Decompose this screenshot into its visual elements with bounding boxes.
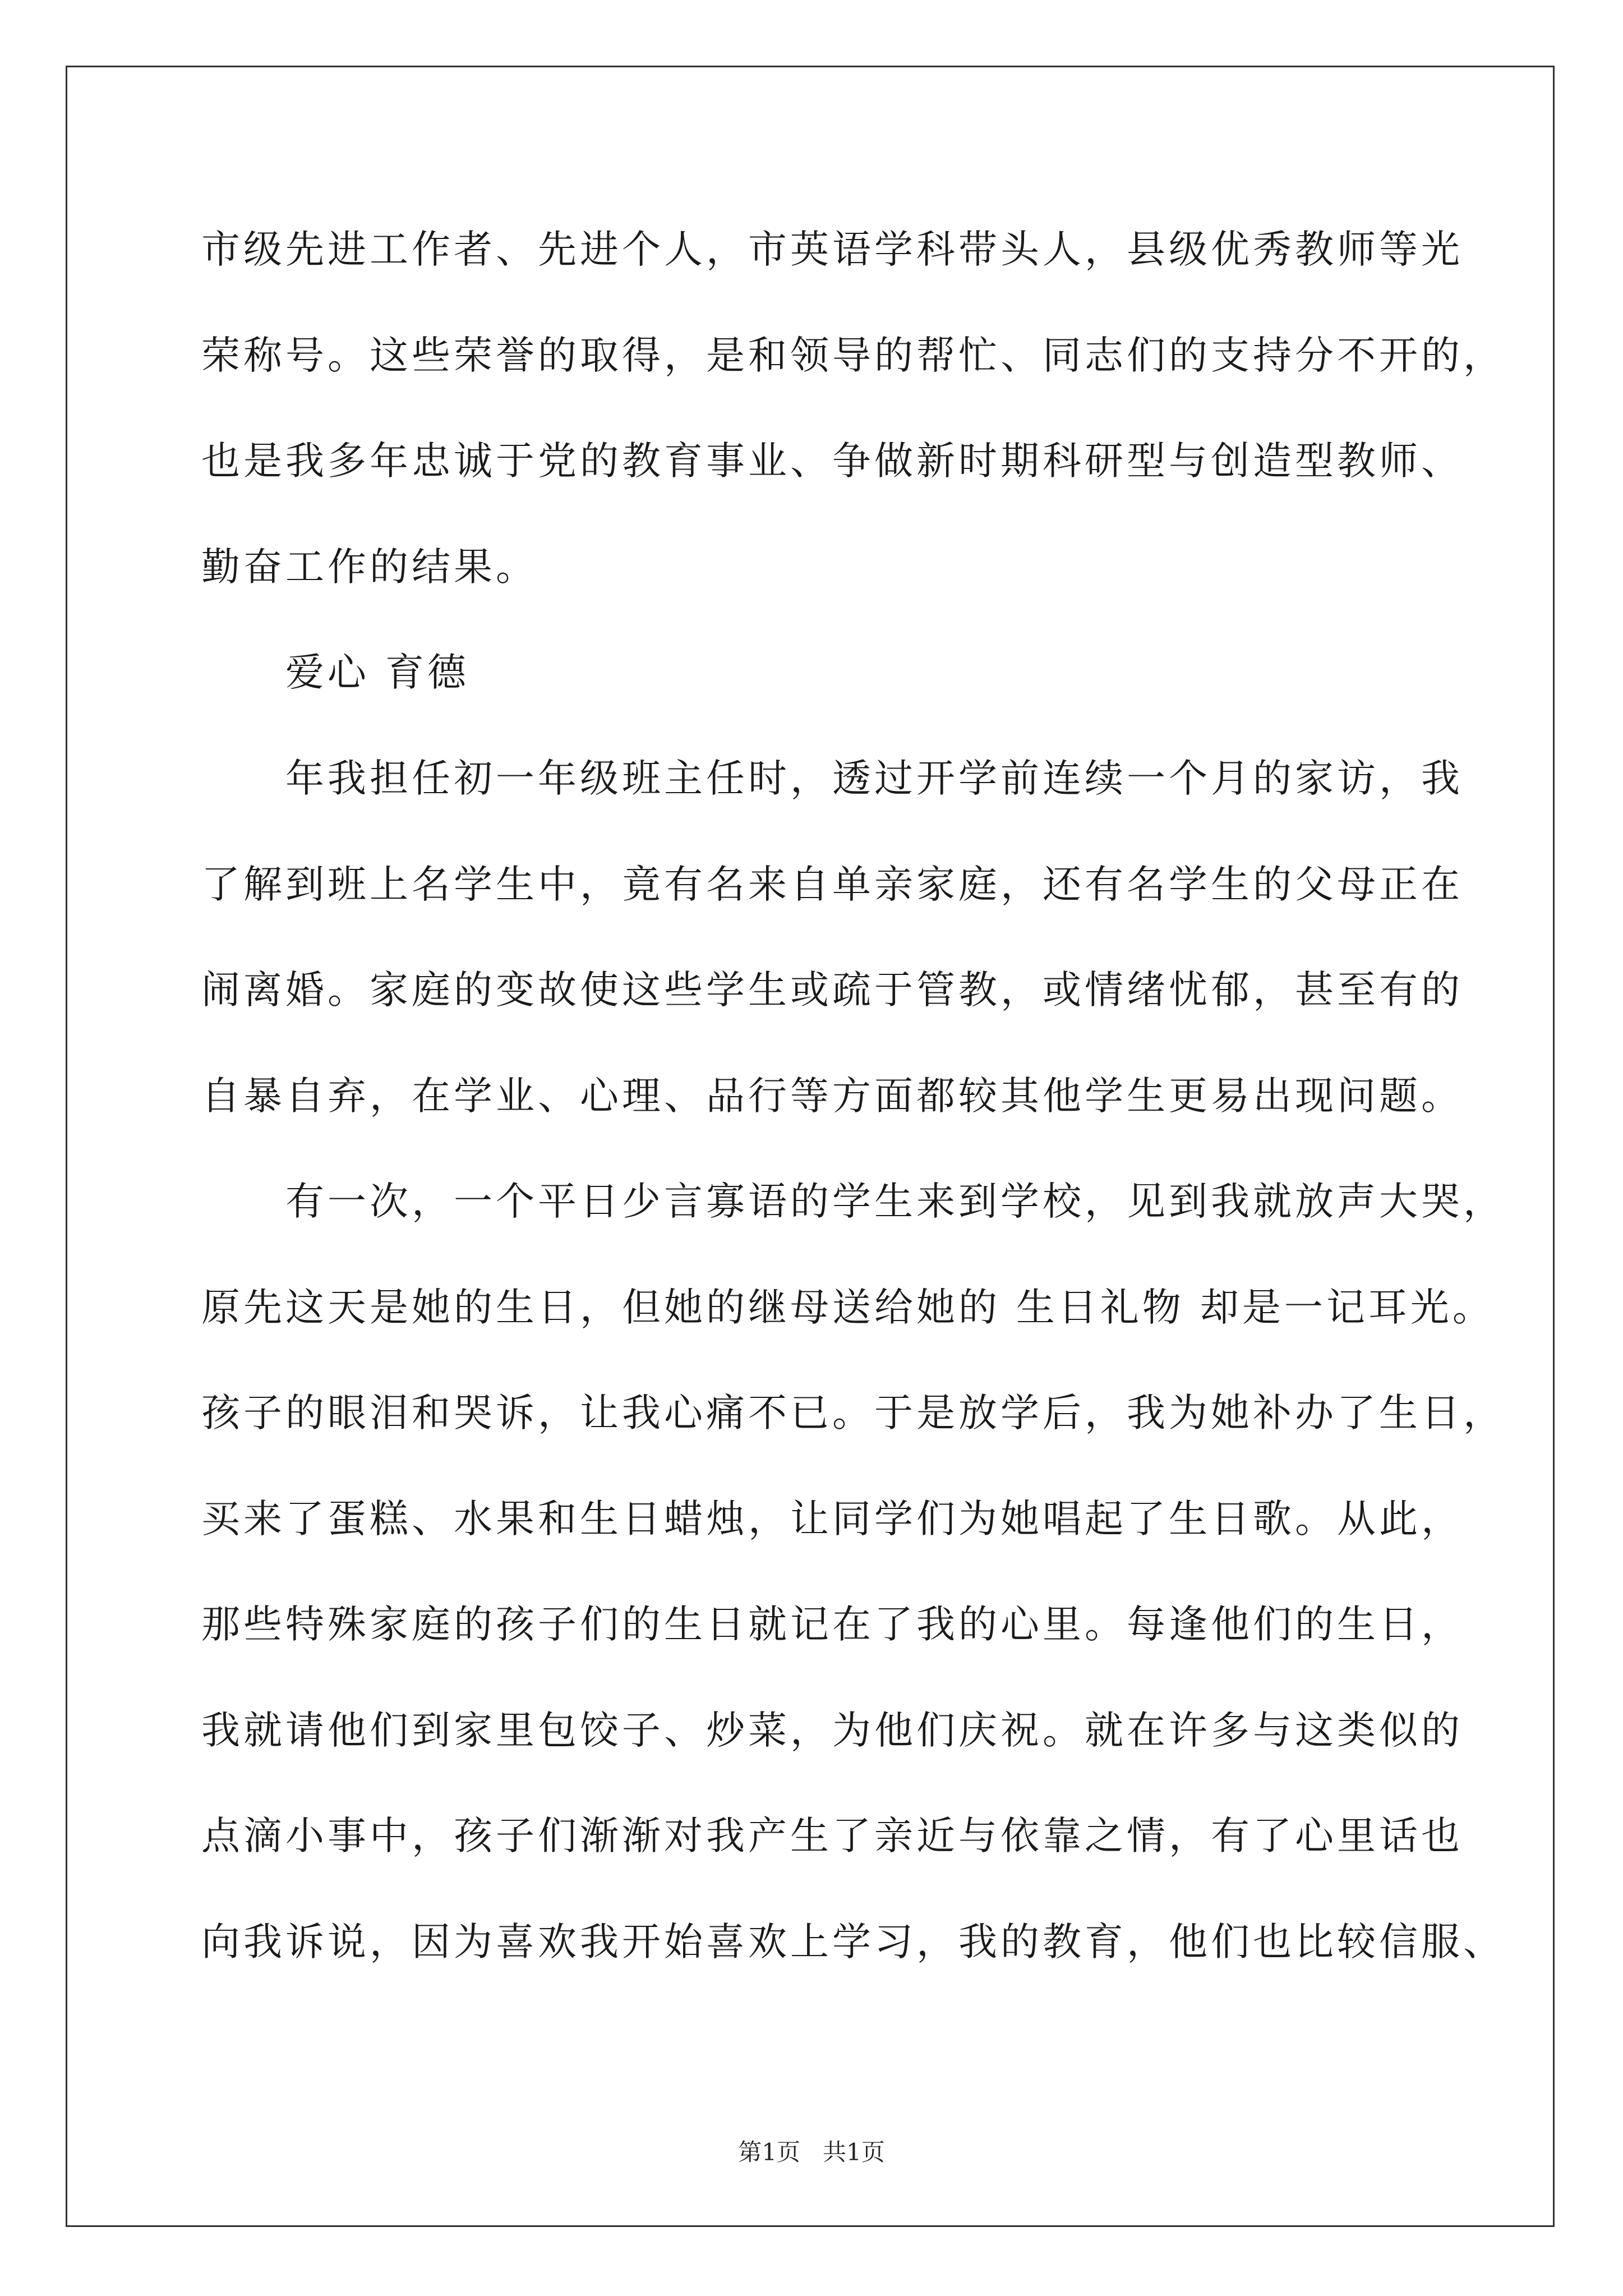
body-text-line: 勤奋工作的结果。 (201, 545, 538, 590)
page-number-footer: 第1页 共1页 (738, 2138, 885, 2166)
body-text-line: 原先这天是她的生日，但她的继母送给她的 生日礼物 却是一记耳光。 (201, 1285, 1495, 1330)
body-text-line: 我就请他们到家里包饺子、炒菜，为他们庆祝。就在许多与这类似的 (201, 1708, 1463, 1753)
body-text-line: 年我担任初一年级班主任时，透过开学前连续一个月的家访，我 (201, 756, 1463, 801)
body-text-line: 荣称号。这些荣誉的取得，是和领导的帮忙、同志们的支持分不开的， (201, 333, 1505, 378)
body-text-line: 买来了蛋糕、水果和生日蜡烛，让同学们为她唱起了生日歌。从此， (201, 1497, 1463, 1542)
page-border (66, 66, 1555, 2227)
body-text-line: 那些特殊家庭的孩子们的生日就记在了我的心里。每逢他们的生日， (201, 1602, 1463, 1647)
body-text-line: 孩子的眼泪和哭诉，让我心痛不已。于是放学后，我为她补办了生日， (201, 1391, 1505, 1435)
body-text-line: 闹离婚。家庭的变故使这些学生或疏于管教，或情绪忧郁，甚至有的 (201, 968, 1463, 1013)
section-heading: 爱心 育德 (201, 650, 469, 695)
body-text-line: 也是我多年忠诚于党的教育事业、争做新时期科研型与创造型教师、 (201, 439, 1463, 484)
body-text-line: 有一次，一个平日少言寡语的学生来到学校，见到我就放声大哭， (201, 1179, 1505, 1224)
body-text-line: 向我诉说，因为喜欢我开始喜欢上学习，我的教育，他们也比较信服、 (201, 1920, 1505, 1964)
body-text-line: 了解到班上名学生中，竟有名来自单亲家庭，还有名学生的父母正在 (201, 862, 1463, 907)
body-text-line: 市级先进工作者、先进个人，市英语学科带头人，县级优秀教师等光 (201, 227, 1463, 272)
body-text-line: 点滴小事中，孩子们渐渐对我产生了亲近与依靠之情，有了心里话也 (201, 1814, 1463, 1858)
body-text-line: 自暴自弃，在学业、心理、品行等方面都较其他学生更易出现问题。 (201, 1074, 1463, 1119)
